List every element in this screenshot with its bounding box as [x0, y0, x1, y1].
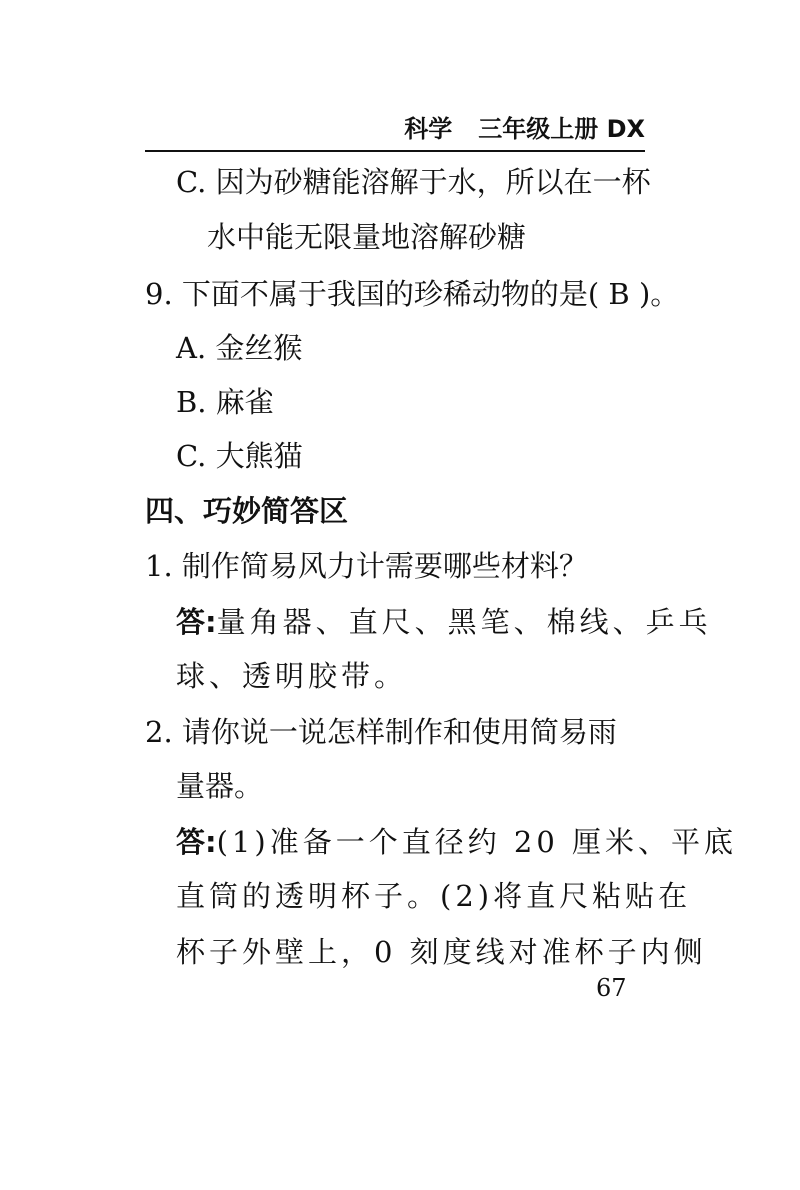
q1-answer-text: 量角器、直尺、黑笔、棉线、乒乓	[216, 605, 712, 639]
running-header	[145, 108, 645, 152]
q2-answer-label: 答:	[176, 825, 217, 859]
page-number: 67	[596, 974, 627, 1002]
q9-option-c: C. 大熊猫	[176, 439, 303, 473]
q2-stem-line2: 量器。	[176, 769, 264, 803]
header-subject: 科学	[404, 115, 453, 143]
section-title: 四、巧妙简答区	[145, 494, 349, 528]
q2-answer-line3: 杯子外壁上，0 刻度线对准杯子内侧	[176, 935, 707, 969]
q8-option-c-line1: C. 因为砂糖能溶解于水，所以在一杯	[176, 165, 651, 199]
header-grade-book: 三年级上册 DX	[478, 115, 645, 143]
q1-stem: 1. 制作简易风力计需要哪些材料？	[145, 549, 588, 583]
q1-answer-label: 答:	[176, 605, 217, 639]
q2-answer-line1	[176, 822, 737, 862]
q8-option-c-line2: 水中能无限量地溶解砂糖	[207, 220, 527, 254]
q1-answer-line2: 球、透明胶带。	[176, 659, 408, 693]
q9-stem: 9. 下面不属于我国的珍稀动物的是( B )。	[145, 277, 680, 311]
q1-answer-line1	[176, 602, 712, 642]
q2-stem-line1: 2. 请你说一说怎样制作和使用简易雨	[145, 715, 617, 749]
q2-answer-text: (1)准备一个直径约 20 厘米、平底	[216, 825, 738, 859]
q2-answer-line2: 直筒的透明杯子。(2)将直尺粘贴在	[176, 879, 692, 913]
q9-option-b: B. 麻雀	[176, 385, 274, 419]
q9-option-a: A. 金丝猴	[176, 331, 303, 365]
